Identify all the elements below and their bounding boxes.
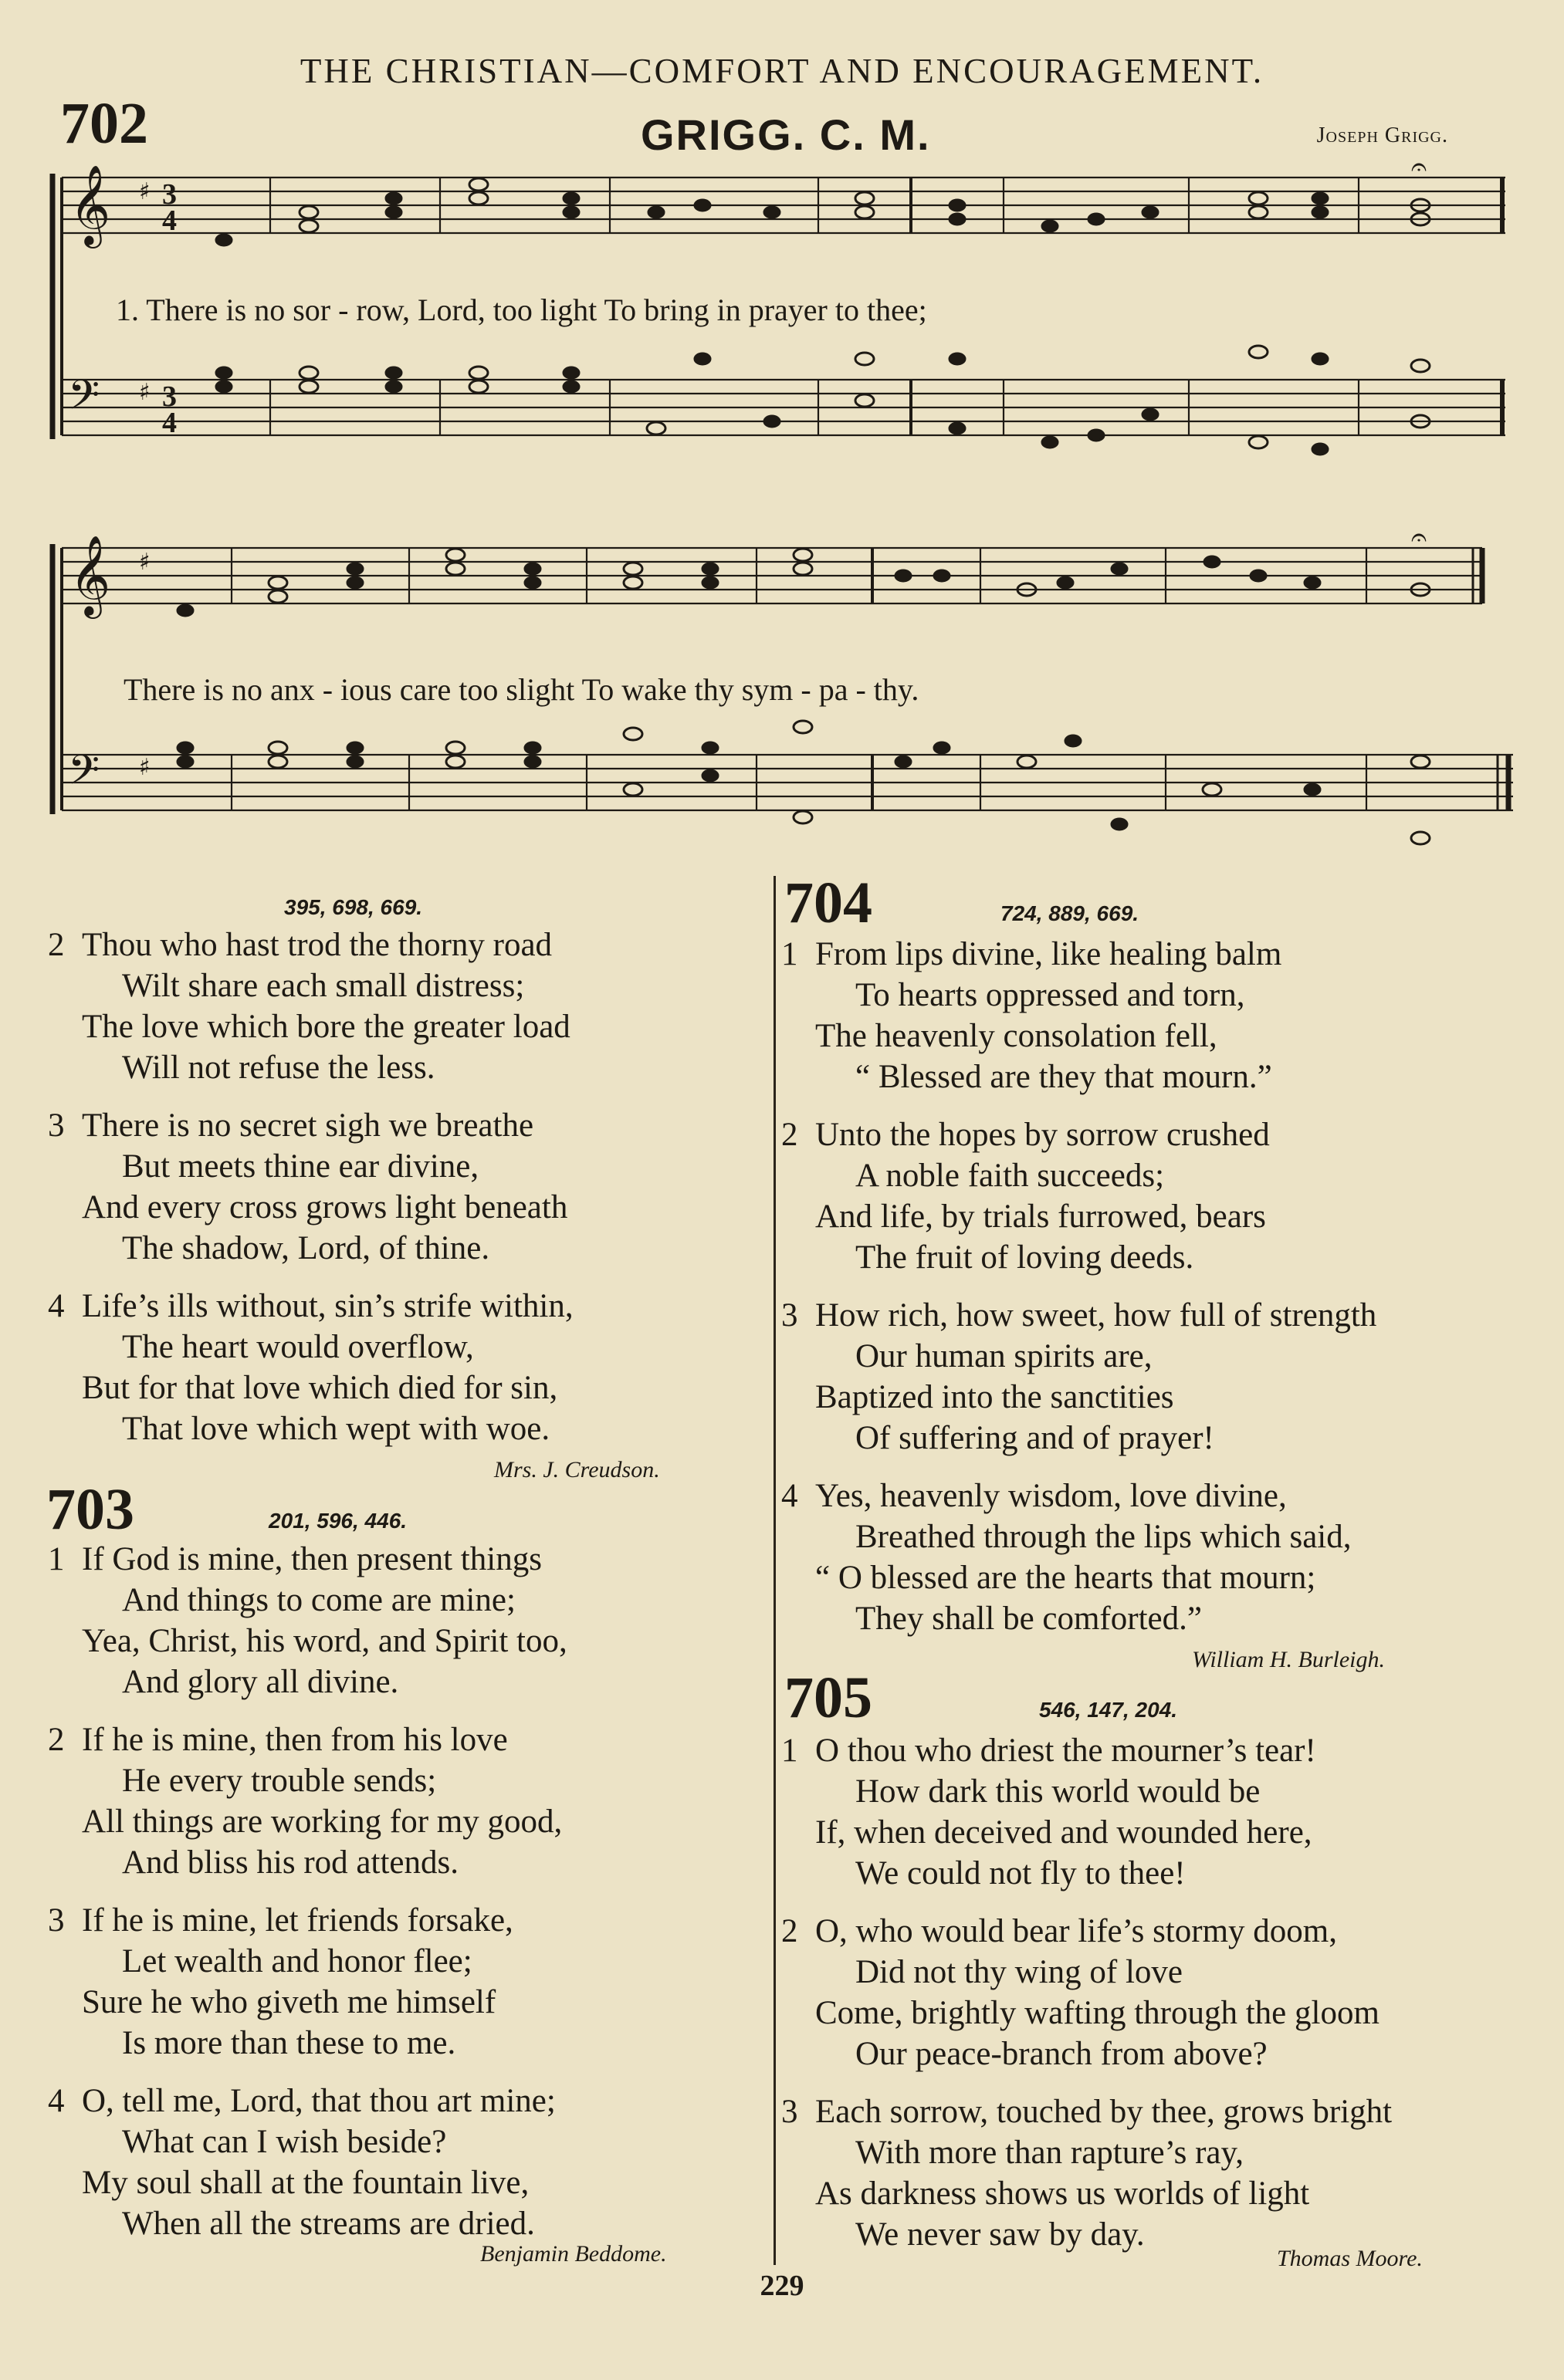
verse-text: And life, by trials furrowed, bears [815, 1198, 1266, 1235]
verse-text: When all the streams are dried. [122, 2206, 535, 2242]
verse-line [48, 1842, 567, 1883]
verse-text: A noble faith succeeds; [855, 1158, 1165, 1194]
verse-text: If he is mine, then from his love [82, 1722, 508, 1758]
music-system-2 [46, 525, 1513, 864]
verse-line [781, 1853, 1392, 1894]
verse-text: That love which wept with woe. [122, 1411, 550, 1447]
verse-text: There is no secret sigh we breathe [82, 1107, 534, 1144]
verse-text: What can I wish beside? [122, 2124, 447, 2160]
verse-line [781, 1056, 1376, 1097]
verse-line [781, 1476, 1376, 1516]
stanza [48, 2081, 567, 2244]
verse-text: The love which bore the greater load [82, 1009, 570, 1045]
verse-number: 4 [48, 1288, 65, 1324]
verse-line [781, 1114, 1376, 1155]
verse-text: Yes, heavenly wisdom, love divine, [815, 1478, 1287, 1514]
verse-line [48, 1719, 567, 1760]
verse-line [781, 2173, 1392, 2214]
verse-line [48, 925, 574, 965]
verse-text: We never saw by day. [855, 2216, 1145, 2253]
verse-text: But for that love which died for sin, [82, 1370, 558, 1406]
sharp-icon: ♯ [139, 379, 151, 406]
treble-clef-icon: 𝄞 [69, 535, 111, 616]
hymn-704-refs: 724, 889, 669. [1000, 901, 1139, 925]
verse-line [48, 1367, 574, 1408]
verse-number: 2 [781, 1117, 798, 1153]
verse-line [48, 965, 574, 1006]
verse-text: My soul shall at the fountain live, [82, 2165, 530, 2201]
hymn-702-verses [48, 925, 574, 1466]
stanza [781, 1114, 1376, 1278]
verse-line [781, 1377, 1376, 1418]
verse-text: We could not fly to thee! [855, 1855, 1186, 1891]
hymn-705-refs: 546, 147, 204. [1039, 1698, 1178, 1722]
verse-line [781, 1418, 1376, 1459]
hymn-704-verses [781, 934, 1376, 1656]
verse-text: Thou who hast trod the thorny road [82, 927, 553, 963]
composer: Joseph Grigg. [1316, 123, 1448, 147]
stanza [781, 1295, 1376, 1459]
hymn-number-702: 702 [60, 91, 148, 156]
verse-text: The heavenly consolation fell, [815, 1018, 1217, 1054]
verse-line [48, 1760, 567, 1801]
verse-line [781, 1557, 1376, 1598]
verse-text: O thou who driest the mourner’s tear! [815, 1733, 1316, 1769]
verse-number: 3 [48, 1902, 65, 1939]
stanza [48, 1900, 567, 2064]
verse-line [781, 1237, 1376, 1278]
verse-text: Come, brightly wafting through the gloom [815, 1995, 1380, 2031]
verse-line [48, 2081, 567, 2121]
stanza [781, 1730, 1392, 1894]
verse-text: And things to come are mine; [122, 1582, 516, 1618]
verse-text: Of suffering and of prayer! [855, 1420, 1214, 1456]
verse-line [48, 1006, 574, 1047]
hymn-number-705: 705 [784, 1665, 872, 1730]
verse-line [781, 934, 1376, 975]
stanza [48, 1286, 574, 1449]
hymn-703-author: Benjamin Beddome. [480, 2241, 667, 2267]
stanza [781, 934, 1376, 1097]
stanza [781, 1911, 1392, 2074]
treble-clef-icon: 𝄞 [69, 164, 111, 245]
stanza [48, 1105, 574, 1269]
verse-text: O, tell me, Lord, that thou art mine; [82, 2083, 556, 2119]
bass-clef-icon: 𝄢 [68, 747, 100, 804]
verse-number: 3 [781, 1297, 798, 1334]
verse-number: 4 [781, 1478, 798, 1514]
verse-number: 2 [48, 1722, 65, 1758]
sharp-icon: ♯ [139, 549, 151, 576]
verse-line [48, 1801, 567, 1842]
stanza [781, 2091, 1392, 2255]
verse-number: 1 [48, 1541, 65, 1577]
verse-line [781, 1812, 1392, 1853]
verse-line [48, 2203, 567, 2244]
verse-line [48, 1286, 574, 1327]
page-header: THE CHRISTIAN—COMFORT AND ENCOURAGEMENT. [300, 52, 1264, 90]
verse-text: Life’s ills without, sin’s strife within, [82, 1288, 574, 1324]
verse-text: Yea, Christ, his word, and Spirit too, [82, 1623, 567, 1659]
stanza [48, 1539, 567, 1702]
hymn-703-refs: 201, 596, 446. [269, 1509, 408, 1533]
music-system-1 [46, 154, 1513, 478]
verse-number: 2 [781, 1913, 798, 1949]
verse-text: And glory all divine. [122, 1664, 399, 1700]
verse-line [781, 1730, 1392, 1771]
hymn-703-verses [48, 1539, 567, 2261]
verse-line [48, 2023, 567, 2064]
verse-text: “ Blessed are they that mourn.” [855, 1059, 1272, 1095]
tune-name: GRIGG. C. M. [641, 110, 931, 159]
verse-line [48, 2162, 567, 2203]
verse-text: They shall be comforted.” [855, 1601, 1202, 1637]
verse-text: How dark this world would be [855, 1773, 1261, 1810]
verse-text: Did not thy wing of love [855, 1954, 1183, 1990]
hymn-705-author: Thomas Moore. [1277, 2246, 1423, 2271]
stanza [48, 1719, 567, 1883]
verse-text: And every cross grows light beneath [82, 1189, 568, 1225]
lyric-line-2: There is no anx - ious care too slight To wake thy sym - pa - thy. [124, 672, 919, 707]
verse-line [781, 1336, 1376, 1377]
verse-text: Wilt share each small distress; [122, 968, 525, 1004]
verse-text: Unto the hopes by sorrow crushed [815, 1117, 1270, 1153]
verse-line [781, 1993, 1392, 2033]
verse-line [781, 1516, 1376, 1557]
verse-line [48, 1408, 574, 1449]
verse-line [48, 2121, 567, 2162]
verse-number: 3 [48, 1107, 65, 1144]
verse-line [48, 1228, 574, 1269]
verse-text: But meets thine ear divine, [122, 1148, 479, 1185]
verse-text: If, when deceived and wounded here, [815, 1814, 1312, 1851]
verse-text: And bliss his rod attends. [122, 1844, 459, 1881]
verse-line [48, 1105, 574, 1146]
fermata-icon: 𝄐 [1411, 154, 1427, 183]
svg-text:4: 4 [162, 205, 177, 237]
verse-line [781, 1016, 1376, 1056]
verse-line [48, 1187, 574, 1228]
verse-text: Our peace-branch from above? [855, 2036, 1268, 2072]
verse-text: He every trouble sends; [122, 1763, 437, 1799]
bass-clef-icon: 𝄢 [68, 372, 100, 429]
stanza [48, 925, 574, 1088]
sharp-icon: ♯ [139, 178, 151, 205]
verse-line [781, 975, 1376, 1016]
verse-text: Breathed through the lips which said, [855, 1519, 1352, 1555]
verse-number: 1 [781, 1733, 798, 1769]
hymn-702-author: Mrs. J. Creudson. [494, 1457, 660, 1482]
verse-text: Each sorrow, touched by thee, grows bright [815, 2094, 1393, 2130]
verse-line [781, 1295, 1376, 1336]
verse-line [48, 1146, 574, 1187]
svg-text:3: 3 [162, 178, 177, 211]
verse-line [781, 2091, 1392, 2132]
verse-line [781, 1598, 1376, 1639]
hymn-number-703: 703 [46, 1477, 134, 1542]
verse-text: Sure he who giveth me himself [82, 1984, 496, 2020]
verse-text: The heart would overflow, [122, 1329, 474, 1365]
verse-text: All things are working for my good, [82, 1804, 563, 1840]
verse-text: From lips divine, like healing balm [815, 936, 1282, 972]
verse-line [48, 1327, 574, 1367]
verse-text: Our human spirits are, [855, 1338, 1153, 1374]
verse-line [48, 1662, 567, 1702]
verse-text: As darkness shows us worlds of light [815, 2175, 1310, 2212]
verse-line [781, 1952, 1392, 1993]
verse-text: How rich, how sweet, how full of strength [815, 1297, 1377, 1334]
verse-text: Will not refuse the less. [122, 1050, 435, 1086]
hymn-702-refs: 395, 698, 669. [284, 895, 423, 919]
hymn-number-704: 704 [784, 871, 872, 935]
verse-line [781, 1196, 1376, 1237]
verse-text: “ O blessed are the hearts that mourn; [815, 1560, 1316, 1596]
verse-line [781, 2132, 1392, 2173]
sharp-icon: ♯ [139, 754, 151, 781]
lyric-line-1: 1. There is no sor - row, Lord, too light To bring in prayer to thee; [116, 292, 927, 327]
svg-text:4: 4 [162, 407, 177, 439]
verse-line [781, 1771, 1392, 1812]
verse-text: If he is mine, let friends forsake, [82, 1902, 513, 1939]
page-number: 229 [760, 2270, 804, 2302]
verse-text: O, who would bear life’s stormy doom, [815, 1913, 1337, 1949]
notes-bass [216, 346, 1430, 455]
verse-text: If God is mine, then present things [82, 1541, 542, 1577]
verse-line [48, 1982, 567, 2023]
verse-number: 3 [781, 2094, 798, 2130]
verse-number: 2 [48, 927, 65, 963]
verse-text: The shadow, Lord, of thine. [122, 1230, 490, 1266]
verse-line [48, 1621, 567, 1662]
fermata-icon: 𝄐 [1411, 525, 1427, 553]
verse-line [781, 1155, 1376, 1196]
stanza [781, 1476, 1376, 1639]
svg-text:3: 3 [162, 380, 177, 413]
verse-text: Is more than these to me. [122, 2025, 456, 2061]
verse-text: The fruit of loving deeds. [855, 1239, 1194, 1276]
hymn-705-verses [781, 1730, 1392, 2272]
verse-number: 1 [781, 936, 798, 972]
notes-treble [216, 178, 1430, 245]
column-divider [774, 876, 776, 2265]
verse-text: With more than rapture’s ray, [855, 2135, 1244, 2171]
verse-text: To hearts oppressed and torn, [855, 977, 1245, 1013]
notes-treble-2 [178, 549, 1430, 616]
verse-text: Baptized into the sanctities [815, 1379, 1174, 1415]
verse-line [48, 1941, 567, 1982]
verse-line [48, 1580, 567, 1621]
verse-text: Let wealth and honor flee; [122, 1943, 472, 1979]
verse-line [48, 1900, 567, 1941]
verse-line [48, 1047, 574, 1088]
verse-number: 4 [48, 2083, 65, 2119]
verse-line [781, 2033, 1392, 2074]
verse-line [781, 1911, 1392, 1952]
hymn-704-author: William H. Burleigh. [1192, 1647, 1385, 1672]
verse-line [48, 1539, 567, 1580]
